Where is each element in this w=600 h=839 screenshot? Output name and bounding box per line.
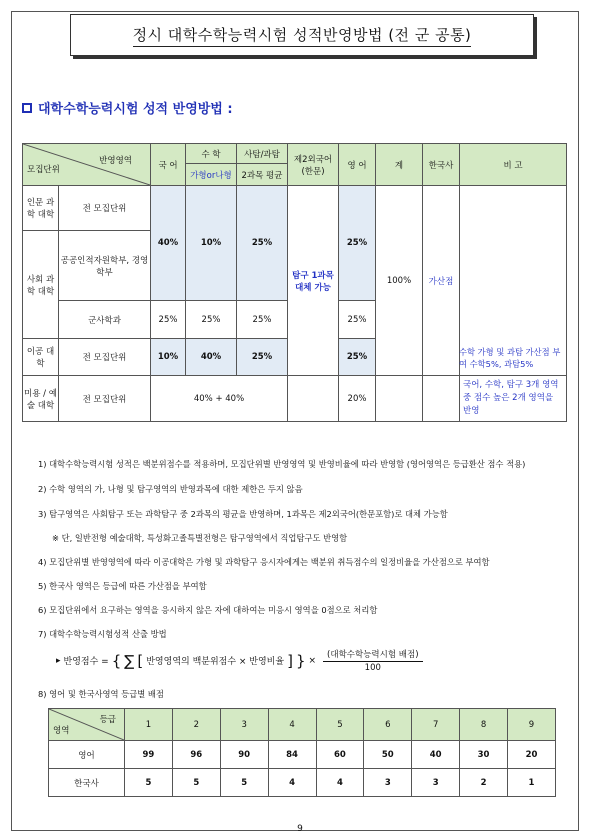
- cell-korean-1: 40%: [151, 186, 186, 301]
- english-grade-2: 96: [172, 741, 220, 769]
- square-bullet-icon: [22, 103, 32, 113]
- multiply-icon: ×: [308, 655, 317, 666]
- header-second-language: 제2외국어 (한문): [288, 144, 339, 186]
- college-engineering: 이공 대학: [23, 339, 59, 376]
- table-row: [49, 741, 556, 769]
- formula-denominator: 100: [364, 663, 381, 673]
- history-grade-2: 5: [172, 769, 220, 797]
- note-7: 7) 대학수학능력시험성적 산출 방법: [38, 629, 167, 639]
- formula-fraction: [323, 648, 422, 673]
- cell-korean-3: 10%: [151, 339, 186, 376]
- section-title: 대학수학능력시험 성적 반영방법 :: [38, 102, 233, 117]
- header-unit-label: 모집단위: [27, 165, 60, 175]
- grade-1: 1: [125, 709, 173, 741]
- header-english: 영 어: [339, 144, 376, 186]
- cell-english-4: 20%: [339, 376, 376, 422]
- history-grade-4: 4: [268, 769, 316, 797]
- english-grade-8: 30: [460, 741, 508, 769]
- cell-inquiry-3: 25%: [237, 339, 288, 376]
- formula-inner: 반영영역의 백분위점수 × 반영비율: [146, 657, 285, 667]
- note-5: 5) 한국사 영역은 등급에 따른 가산점을 부여함: [38, 581, 207, 591]
- cell-second-language-art: [288, 376, 339, 422]
- english-grade-5: 60: [316, 741, 364, 769]
- college-social: 사회 과학 대학: [23, 231, 59, 339]
- college-art: 미용 / 예술 대학: [23, 376, 59, 422]
- cell-math-2: 25%: [186, 301, 237, 339]
- header-history: 한국사: [423, 144, 460, 186]
- cell-english-3: 25%: [339, 339, 376, 376]
- unit-all-humanities: 전 모집단위: [59, 186, 151, 231]
- english-grade-4: 84: [268, 741, 316, 769]
- note-4: 4) 모집단위별 반영영역에 따라 이공대학은 가형 및 과학탐구 응시자에게는 백분위 취득점수의 일정비율을 가산점으로 부여함: [38, 557, 490, 567]
- brace-open-icon: {: [111, 651, 122, 670]
- sigma-icon: ∑: [124, 651, 135, 670]
- unit-military: 군사학과: [59, 301, 151, 339]
- history-grade-8: 2: [460, 769, 508, 797]
- title-box: [70, 14, 534, 56]
- cell-total: 100%: [376, 186, 423, 376]
- cell-korean-2: 25%: [151, 301, 186, 339]
- header-area-label: 반영영역: [99, 156, 132, 166]
- section-heading: [22, 98, 233, 117]
- grade-3: 3: [220, 709, 268, 741]
- grade-8: 8: [460, 709, 508, 741]
- cell-inquiry-1: 25%: [237, 186, 288, 301]
- unit-all-art: 전 모집단위: [59, 376, 151, 422]
- cell-english-2: 25%: [339, 301, 376, 339]
- cell-total-art: [376, 376, 423, 422]
- history-grade-9: 1: [508, 769, 556, 797]
- note-3: 3) 탐구영역은 사회탐구 또는 과학탐구 중 2과목의 평균을 반영하며, 1과목은 제2외국어(한문포함)로 대체 가능함: [38, 509, 448, 519]
- header-diagonal-cell: [23, 144, 151, 186]
- note-6: 6) 모집단위에서 요구하는 영역을 응시하지 않은 자에 대하여는 미응시 영역을 0점으로 처리함: [38, 605, 378, 615]
- bracket-close-icon: ]: [287, 651, 293, 670]
- header-korean: 국 어: [151, 144, 186, 186]
- cell-math-3: 40%: [186, 339, 237, 376]
- header-inquiry: 사탐/과탐: [237, 144, 288, 164]
- note-2: 2) 수학 영역의 가, 나형 및 탐구영역의 반영과목에 대한 제한은 두지 않음: [38, 484, 303, 494]
- area-header-label: 영역: [53, 726, 70, 736]
- note-3-sub: ※ 단, 일반전형 예술대학, 특성화고졸특별전형은 탐구영역에서 직업탐구도 반영함: [52, 533, 348, 543]
- score-formula: [56, 648, 423, 673]
- score-weight-table: [22, 143, 567, 422]
- english-grade-3: 90: [220, 741, 268, 769]
- history-grade-6: 3: [364, 769, 412, 797]
- grade-4: 4: [268, 709, 316, 741]
- history-grade-1: 5: [125, 769, 173, 797]
- english-grade-9: 20: [508, 741, 556, 769]
- unit-all-engineering: 전 모집단위: [59, 339, 151, 376]
- header-inquiry-sub: 2과목 평균: [237, 164, 288, 186]
- grade-diagonal-cell: [49, 709, 125, 741]
- cell-math-1: 10%: [186, 186, 237, 301]
- cell-history-art: [423, 376, 460, 422]
- row-label-english: 영어: [49, 741, 125, 769]
- english-grade-6: 50: [364, 741, 412, 769]
- college-humanities: 인문 과학 대학: [23, 186, 59, 231]
- header-math-type: 가형or나형: [186, 164, 237, 186]
- table-row: [49, 769, 556, 797]
- grade-6: 6: [364, 709, 412, 741]
- cell-inquiry-2: 25%: [237, 301, 288, 339]
- history-grade-5: 4: [316, 769, 364, 797]
- cell-english-1: 25%: [339, 186, 376, 301]
- history-grade-7: 3: [412, 769, 460, 797]
- formula-numerator: (대학수학능력시험 배점): [323, 648, 422, 662]
- grade-9: 9: [508, 709, 556, 741]
- header-remarks: 비 고: [460, 144, 567, 186]
- cell-history: 가산점: [423, 186, 460, 376]
- grade-header-label: 등급: [99, 715, 116, 725]
- english-grade-1: 99: [125, 741, 173, 769]
- header-total: 계: [376, 144, 423, 186]
- row-label-history: 한국사: [49, 769, 125, 797]
- note-1: 1) 대학수학능력시험 성적은 백분위점수를 적용하며, 모집단위별 반영영역 및 반영비율에 따라 반영함 (영어영역은 등급환산 점수 적용): [38, 459, 526, 469]
- remark-engineering: 수학 가형 및 과탐 가산점 부여 수학5%, 과탐5%: [459, 347, 561, 370]
- grade-2: 2: [172, 709, 220, 741]
- page-title: 정시 대학수학능력시험 성적반영방법 (전 군 공통): [133, 24, 472, 47]
- cell-combined-art: 40% + 40%: [151, 376, 288, 422]
- grade-7: 7: [412, 709, 460, 741]
- grade-score-table: [48, 708, 556, 797]
- formula-lhs: 반영점수 =: [63, 657, 109, 667]
- remark-art: 국어, 수학, 탐구 3개 영역 중 점수 높은 2개 영역을 반영: [460, 376, 567, 422]
- page-number: 9: [297, 824, 303, 834]
- english-grade-7: 40: [412, 741, 460, 769]
- history-grade-3: 5: [220, 769, 268, 797]
- bracket-open-icon: [: [137, 651, 144, 670]
- note-8: 8) 영어 및 한국사영역 등급별 배점: [38, 689, 164, 699]
- header-math: 수 학: [186, 144, 237, 164]
- grade-5: 5: [316, 709, 364, 741]
- unit-public-management: 공공인적자원학부, 경영학부: [59, 231, 151, 301]
- cell-second-language-note: 탐구 1과목 대체 가능: [288, 186, 339, 376]
- brace-close-icon: }: [295, 651, 306, 670]
- triangle-bullet-icon: ▸: [56, 655, 61, 666]
